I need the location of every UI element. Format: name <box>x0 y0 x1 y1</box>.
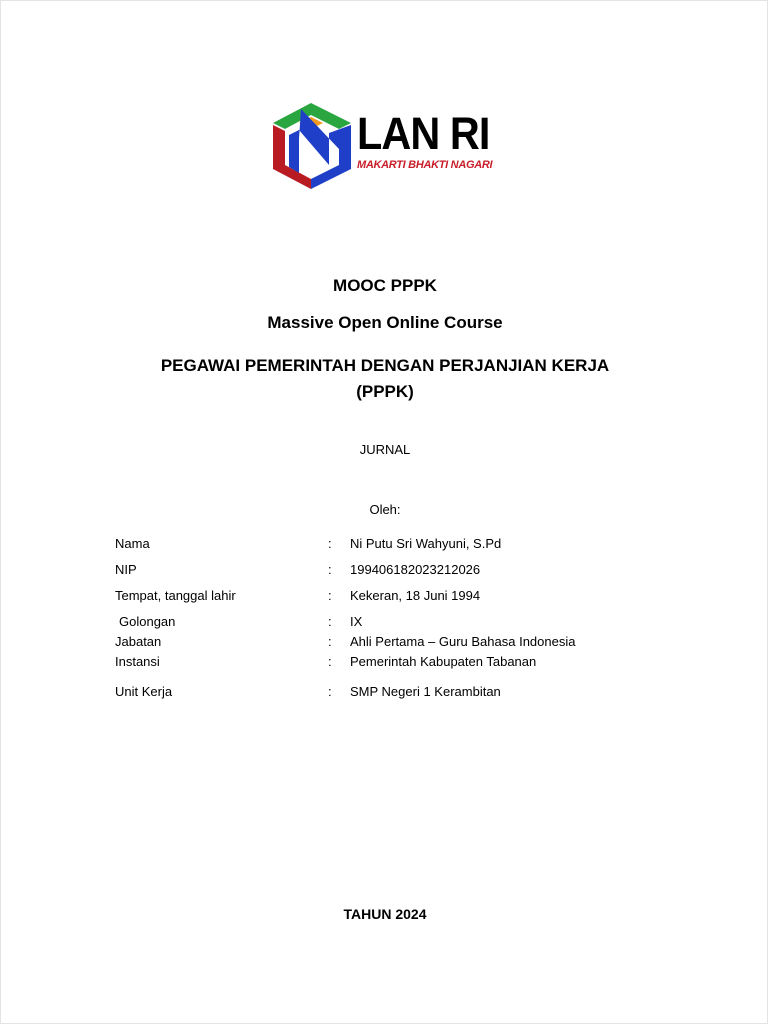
info-value: Pemerintah Kabupaten Tabanan <box>350 654 537 669</box>
info-label: Instansi <box>115 654 160 669</box>
info-separator: : <box>328 536 332 551</box>
info-value: Ni Putu Sri Wahyuni, S.Pd <box>350 536 502 551</box>
logo-subtitle: MAKARTI BHAKTI NAGARI <box>357 159 493 171</box>
info-row-nip <box>115 561 675 579</box>
footer-year: TAHUN 2024 <box>343 906 427 922</box>
logo-title: LAN RI <box>357 108 490 159</box>
info-label: Tempat, tanggal lahir <box>115 588 236 603</box>
info-separator: : <box>328 684 332 699</box>
program-title-line1: PEGAWAI PEMERINTAH DENGAN PERJANJIAN KERJA <box>160 356 610 375</box>
lan-ri-emblem-icon <box>271 101 355 189</box>
info-label: Unit Kerja <box>115 684 173 699</box>
program-title <box>1 353 768 405</box>
document-type: JURNAL <box>359 442 411 457</box>
info-value: 199406182023212026 <box>350 562 481 577</box>
info-row-ttl <box>115 587 675 605</box>
course-subtitle: Massive Open Online Course <box>267 313 503 332</box>
info-label: Nama <box>115 536 150 551</box>
info-value: Ahli Pertama – Guru Bahasa Indonesia <box>350 634 576 649</box>
lan-ri-logo <box>271 101 507 191</box>
info-value: IX <box>350 614 363 629</box>
info-row-unit-kerja <box>115 683 675 701</box>
by-label: Oleh: <box>369 502 401 517</box>
program-title-line2: (PPPK) <box>356 382 414 401</box>
info-row-jabatan <box>115 633 675 651</box>
info-label: NIP <box>115 562 137 577</box>
info-row-instansi <box>115 653 675 671</box>
info-row-nama <box>115 535 675 553</box>
info-value: Kekeran, 18 Juni 1994 <box>350 588 481 603</box>
info-value: SMP Negeri 1 Kerambitan <box>350 684 501 699</box>
info-separator: : <box>328 654 332 669</box>
info-separator: : <box>328 634 332 649</box>
info-separator: : <box>328 588 332 603</box>
course-title: MOOC PPPK <box>333 276 437 295</box>
info-row-golongan <box>115 613 675 631</box>
info-separator: : <box>328 614 332 629</box>
info-label: Golongan <box>119 614 176 629</box>
info-label: Jabatan <box>115 634 162 649</box>
info-separator: : <box>328 562 332 577</box>
